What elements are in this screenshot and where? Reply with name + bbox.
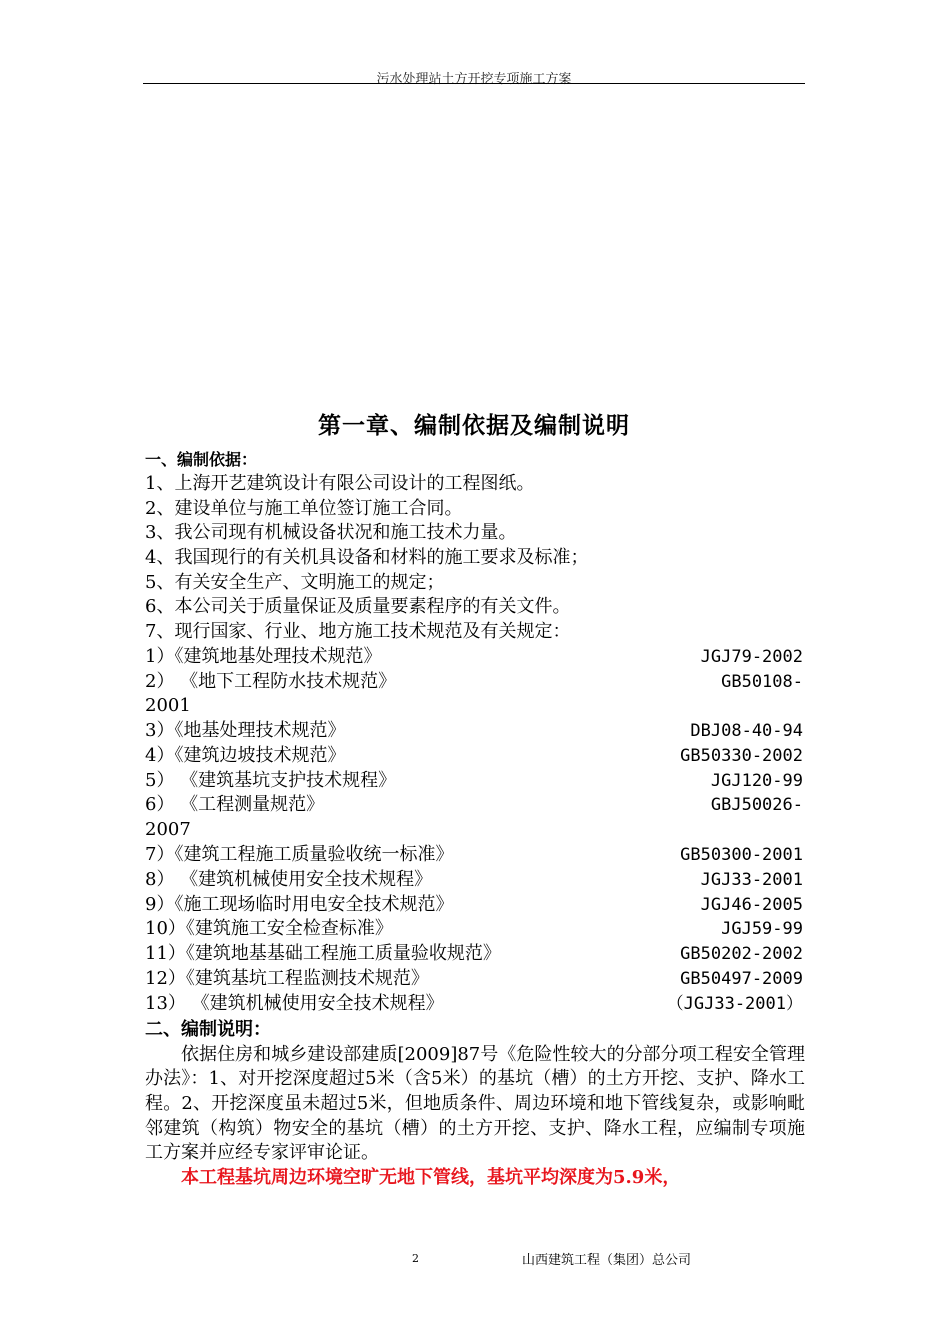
standard-row — [145, 893, 805, 918]
header-divider — [143, 83, 805, 84]
standard-title: 9）《施工现场临时用电安全技术规范》 — [145, 893, 454, 915]
standard-row — [145, 769, 805, 794]
standard-title: 1）《建筑地基处理技术规范》 — [145, 645, 382, 667]
standard-code: JGJ33-2001 — [700, 869, 803, 890]
explanation-paragraph: 依据住房和城乡建设部建质[2009]87号《危险性较大的分部分项工程安全管理办法》：1、对开挖深度超过5米（含5米）的基坑（槽）的土方开挖、支护、降水工程。2、开挖深度虽未超过5米，但地质条件、周边环境和地下管线复杂，或影响毗邻建筑（构筑）物安全的基坑（槽）的土方开挖、支护、降水工程，应编制专项施工方案并应经专家评审论证。 — [145, 1043, 805, 1164]
standard-code: GB50202-2002 — [680, 944, 803, 965]
list-item: 6、本公司关于质量保证及质量要素程序的有关文件。 — [145, 596, 571, 618]
page-header-title: 污水处理站土方开挖专项施工方案 — [376, 72, 572, 87]
standards-list — [145, 645, 805, 1017]
standard-code: JGJ120-99 — [710, 770, 803, 791]
standard-row — [145, 992, 805, 1017]
standard-row — [145, 868, 805, 893]
standard-code: GB50497-2009 — [680, 968, 803, 989]
standard-title: 5） 《建筑基坑支护技术规程》 — [145, 769, 397, 791]
standard-row — [145, 719, 805, 744]
chapter-title: 第一章、编制依据及编制说明 — [318, 413, 630, 439]
list-item: 3、我公司现有机械设备状况和施工技术力量。 — [145, 522, 517, 544]
standard-row — [145, 793, 805, 818]
standard-code-continuation: 2001 — [145, 695, 191, 717]
standard-code: GB50108- — [721, 671, 803, 692]
standard-title: 12）《建筑基坑工程监测技术规范》 — [145, 967, 429, 989]
standard-title: 13） 《建筑机械使用安全技术规程》 — [145, 992, 444, 1014]
section-heading-explanation: 二、编制说明： — [145, 1018, 271, 1040]
standard-title: 11）《建筑地基基础工程施工质量验收规范》 — [145, 943, 501, 965]
standard-code: DBJ08-40-94 — [690, 721, 803, 742]
standard-title: 10）《建筑施工安全检查标准》 — [145, 918, 393, 940]
standard-code: GBJ50026- — [710, 795, 803, 816]
list-item: 2、建设单位与施工单位签订施工合同。 — [145, 497, 463, 519]
standard-code: GB50330-2002 — [680, 745, 803, 766]
page-number: 2 — [412, 1252, 419, 1265]
list-item: 7、现行国家、行业、地方施工技术规范及有关规定： — [145, 621, 571, 643]
section-heading-basis: 一、编制依据： — [145, 450, 258, 469]
standard-code: GB50300-2001 — [680, 844, 803, 865]
standard-title: 6） 《工程测量规范》 — [145, 794, 325, 816]
standard-row — [145, 942, 805, 967]
standard-row — [145, 645, 805, 670]
standard-code: JGJ79-2002 — [700, 646, 803, 667]
list-item: 1、上海开艺建筑设计有限公司设计的工程图纸。 — [145, 473, 535, 494]
list-item: 4、我国现行的有关机具设备和材料的施工要求及标准； — [145, 547, 589, 569]
standard-code-continuation: 2007 — [145, 819, 191, 841]
standard-row — [145, 744, 805, 769]
highlight-paragraph: 本工程基坑周边环境空旷无地下管线，基坑平均深度为5.9米， — [181, 1167, 681, 1189]
standard-row — [145, 967, 805, 992]
standard-title: 8） 《建筑机械使用安全技术规程》 — [145, 868, 433, 890]
standard-code: JGJ59-99 — [721, 919, 803, 940]
standard-title: 4）《建筑边坡技术规范》 — [145, 744, 346, 766]
basis-list — [145, 472, 805, 645]
standard-row — [145, 917, 805, 942]
standard-title: 7）《建筑工程施工质量验收统一标准》 — [145, 843, 454, 865]
standard-code: JGJ46-2005 — [700, 894, 803, 915]
list-item: 5、有关安全生产、文明施工的规定； — [145, 571, 445, 593]
footer-company: 山西建筑工程（集团）总公司 — [522, 1253, 692, 1268]
standard-row — [145, 670, 805, 695]
document-body — [145, 448, 805, 1191]
standard-title: 2） 《地下工程防水技术规范》 — [145, 670, 397, 692]
standard-code: （JGJ33-2001） — [666, 993, 803, 1014]
standard-row — [145, 843, 805, 868]
standard-title: 3）《地基处理技术规范》 — [145, 720, 346, 742]
